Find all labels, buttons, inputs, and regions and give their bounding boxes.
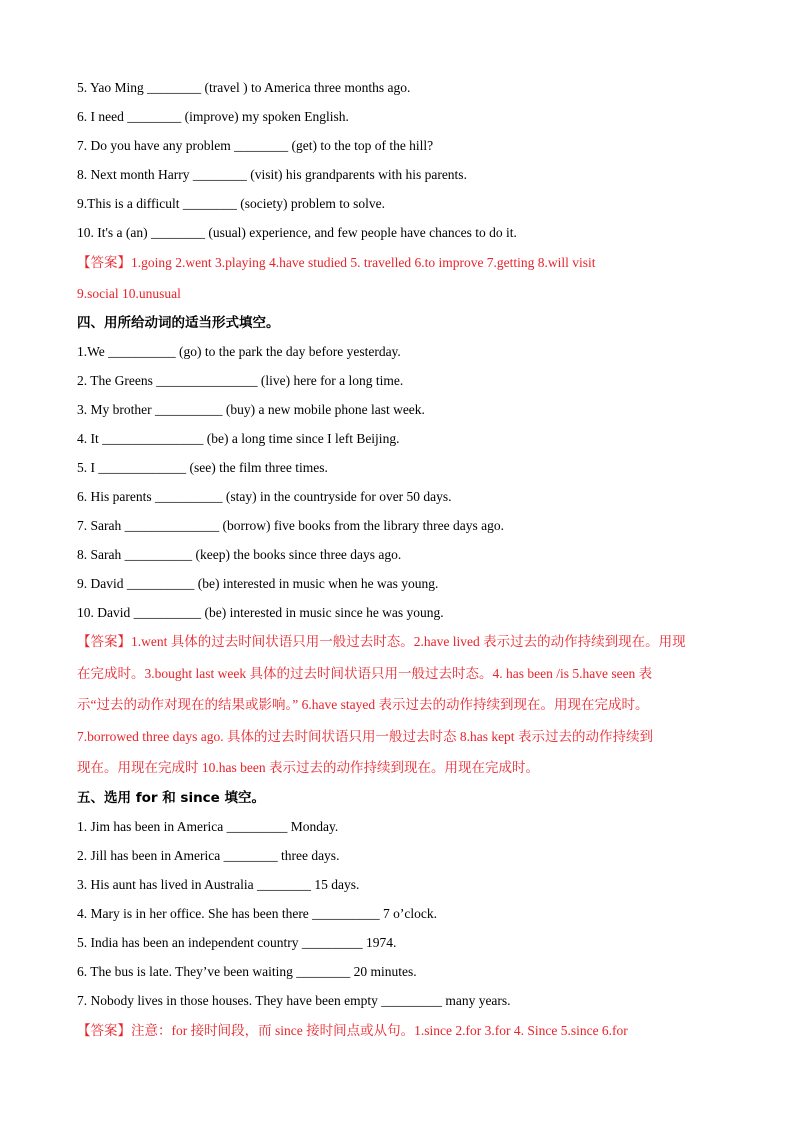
answer-line: 【答案】注意：for 接时间段，而 since 接时间点或从句。1.since 2.for 3.for 4. Since 5.since 6.for — [77, 1023, 628, 1038]
answer-line: 【答案】1.went 具体的过去时间状语只用一般过去时态。2.have lived 表示过去的动作持续到现在。用现 — [77, 634, 686, 649]
exercise-line: 7. Nobody lives in those houses. They have been empty _________ many years. — [77, 993, 511, 1008]
exercise-line: 5. India has been an independent country _________ 1974. — [77, 935, 397, 950]
exercise-line: 8. Sarah __________ (keep) the books since three days ago. — [77, 547, 402, 562]
answer-line: 在完成时。3.bought last week 具体的过去时间状语只用一般过去时态。4. has been /is 5.have seen 表 — [77, 666, 653, 681]
exercise-line: 4. Mary is in her office. She has been there __________ 7 o’clock. — [77, 906, 438, 921]
exercise-line: 9.This is a difficult ________ (society) problem to solve. — [77, 196, 385, 211]
answer-line: 7.borrowed three days ago. 具体的过去时间状语只用一般过去时态 8.has kept 表示过去的动作持续到 — [77, 729, 653, 744]
answer-line: 【答案】1.going 2.went 3.playing 4.have studied 5. travelled 6.to improve 7.getting 8.will visit — [77, 255, 596, 270]
exercise-line: 3. His aunt has lived in Australia ________ 15 days. — [77, 877, 360, 892]
exercise-line: 6. His parents __________ (stay) in the countryside for over 50 days. — [77, 489, 452, 504]
exercise-line: 7. Do you have any problem ________ (get) to the top of the hill? — [77, 138, 434, 153]
exercise-line: 4. It _______________ (be) a long time since I left Beijing. — [77, 431, 400, 446]
exercise-line: 9. David __________ (be) interested in music when he was young. — [77, 576, 439, 591]
answer-line: 现在。用现在完成时 10.has been 表示过去的动作持续到现在。用现在完成时。 — [77, 760, 539, 775]
exercise-line: 2. Jill has been in America ________ three days. — [77, 848, 340, 863]
answer-line: 示“过去的动作对现在的结果或影响。” 6.have stayed 表示过去的动作持续到现在。用现在完成时。 — [77, 697, 649, 712]
exercise-line: 6. I need ________ (improve) my spoken English. — [77, 109, 349, 124]
exercise-line: 10. It's a (an) ________ (usual) experience, and few people have chances to do it. — [77, 225, 517, 240]
exercise-line: 10. David __________ (be) interested in music since he was young. — [77, 605, 444, 620]
exercise-line: 6. The bus is late. They’ve been waiting ________ 20 minutes. — [77, 964, 417, 979]
exercise-line: 5. I _____________ (see) the film three times. — [77, 460, 328, 475]
exercise-line: 3. My brother __________ (buy) a new mobile phone last week. — [77, 402, 425, 417]
exercise-line: 1.We __________ (go) to the park the day before yesterday. — [77, 344, 401, 359]
exercise-line: 2. The Greens _______________ (live) here for a long time. — [77, 373, 404, 388]
exercise-line: 5. Yao Ming ________ (travel ) to America three months ago. — [77, 80, 411, 95]
exercise-line: 8. Next month Harry ________ (visit) his grandparents with his parents. — [77, 167, 467, 182]
section-heading: 五、选用 for 和 since 填空。 — [77, 790, 266, 806]
answer-line: 9.social 10.unusual — [77, 286, 181, 301]
exercise-line: 1. Jim has been in America _________ Monday. — [77, 819, 339, 834]
exercise-line: 7. Sarah ______________ (borrow) five books from the library three days ago. — [77, 518, 505, 533]
section-heading: 四、用所给动词的适当形式填空。 — [77, 315, 280, 331]
